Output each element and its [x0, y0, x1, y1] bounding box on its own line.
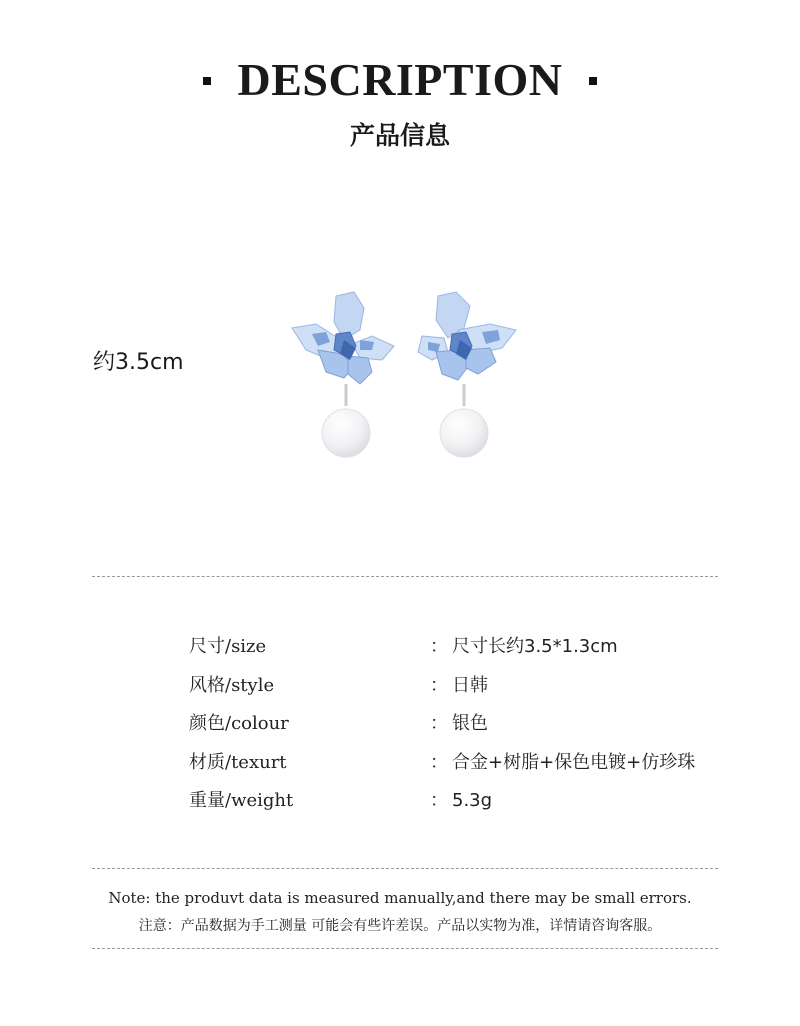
spec-colon: ：: [430, 713, 448, 734]
spec-colon: ：: [430, 790, 448, 811]
page-title: [0, 52, 800, 108]
butterfly-pearl-earrings-image: [286, 288, 526, 463]
spec-value: 5.3g: [452, 790, 493, 811]
divider: [92, 868, 718, 869]
page-subtitle: 产品信息: [349, 121, 450, 150]
divider: [92, 948, 718, 949]
product-size-label: 约3.5cm: [93, 350, 184, 375]
note-chinese: 注意：产品数据为手工测量 可能会有些许差误。产品以实物为准，详情请咨询客服。: [138, 918, 662, 934]
divider: [92, 576, 718, 577]
spec-key: 颜色/colour: [189, 713, 289, 734]
spec-value: 日韩: [452, 675, 488, 696]
spec-colon: ：: [430, 675, 448, 696]
note-english: Note: the produvt data is measured manually,and there may be small errors.: [108, 889, 692, 907]
bullet-dot-icon: [203, 77, 211, 85]
spec-row-style: [0, 671, 800, 701]
spec-key: 重量/weight: [189, 790, 294, 811]
page-title-text: DESCRIPTION: [237, 54, 563, 105]
spec-row-weight: [0, 786, 800, 816]
spec-value: 银色: [452, 713, 488, 734]
spec-key: 风格/style: [189, 675, 275, 696]
spec-value: 尺寸长约3.5*1.3cm: [452, 636, 618, 657]
bullet-dot-icon: [589, 77, 597, 85]
spec-colon: ：: [430, 752, 448, 773]
right-earring: [418, 292, 516, 457]
spec-colon: ：: [430, 636, 448, 657]
spec-key: 尺寸/size: [189, 636, 267, 657]
spec-value: 合金+树脂+保色电镀+仿珍珠: [452, 752, 696, 773]
spec-row-colour: [0, 709, 800, 739]
left-earring: [292, 292, 394, 457]
spec-key: 材质/texurt: [189, 752, 287, 773]
spec-row-size: [0, 632, 800, 662]
spec-row-material: [0, 748, 800, 778]
